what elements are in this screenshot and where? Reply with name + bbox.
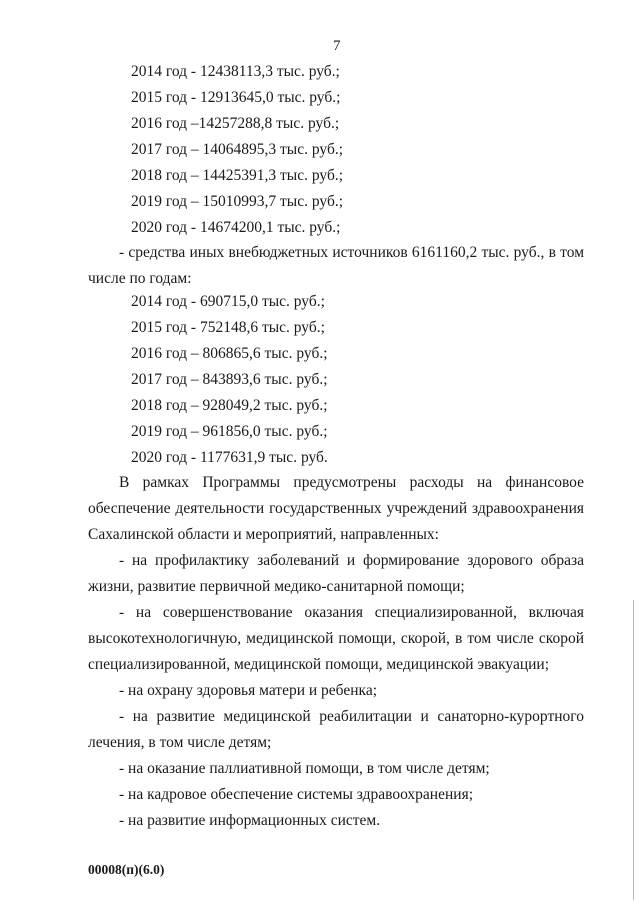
- program-item: - на охрану здоровья матери и ребенка;: [119, 682, 378, 699]
- program-item: - на кадровое обеспечение системы здравоохранения;: [119, 786, 474, 803]
- scan-edge-line: [633, 600, 634, 900]
- budget-year-line: 2017 год – 14064895,3 тыс. руб.;: [131, 141, 344, 158]
- extrabudget-intro: - средства иных внебюджетных источников 6161160,2 тыс. руб., в том числе по годам:: [88, 244, 584, 287]
- extrabudget-year-line: 2018 год – 928049,2 тыс. руб.;: [131, 397, 328, 414]
- program-item: - на оказание паллиативной помощи, в том числе детям;: [119, 760, 490, 777]
- budget-year-line: 2020 год - 14674200,1 тыс. руб.;: [131, 219, 341, 236]
- budget-year-line: 2015 год - 12913645,0 тыс. руб.;: [131, 89, 341, 106]
- extrabudget-year-line: 2016 год – 806865,6 тыс. руб.;: [131, 345, 328, 362]
- program-item: - на развитие медицинской реабилитации и санаторно-курортного лечения, в том числе детям;: [88, 708, 584, 751]
- extrabudget-year-line: 2015 год - 752148,6 тыс. руб.;: [131, 319, 325, 336]
- budget-year-line: 2014 год - 12438113,3 тыс. руб.;: [131, 63, 340, 80]
- program-item: - на развитие информационных систем.: [119, 812, 381, 829]
- extrabudget-year-line: 2017 год – 843893,6 тыс. руб.;: [131, 371, 328, 388]
- page-number: 7: [333, 38, 341, 54]
- program-item: - на профилактику заболеваний и формирование здорового образа жизни, развитие первичной медико-санитарной помощи;: [88, 552, 584, 595]
- extrabudget-year-line: 2020 год - 1177631,9 тыс. руб.: [131, 449, 328, 466]
- budget-year-line: 2019 год – 15010993,7 тыс. руб.;: [131, 193, 344, 210]
- budget-year-line: 2018 год – 14425391,3 тыс. руб.;: [131, 167, 344, 184]
- budget-year-line: 2016 год –14257288,8 тыс. руб.;: [131, 115, 340, 132]
- program-item: - на совершенствование оказания специализированной, включая высокотехнологичную, медицинской помощи, скорой, в том числе скорой специализированной, медицинской помощи, медицинской эвакуации;: [88, 604, 584, 673]
- extrabudget-year-line: 2014 год - 690715,0 тыс. руб.;: [131, 293, 325, 310]
- extrabudget-year-line: 2019 год – 961856,0 тыс. руб.;: [131, 423, 328, 440]
- program-intro: В рамках Программы предусмотрены расходы на финансовое обеспечение деятельности государственных учреждений здравоохранения Сахалинской области и мероприятий, направленных:: [88, 474, 584, 543]
- footer-document-code: 00008(п)(6.0): [88, 862, 165, 877]
